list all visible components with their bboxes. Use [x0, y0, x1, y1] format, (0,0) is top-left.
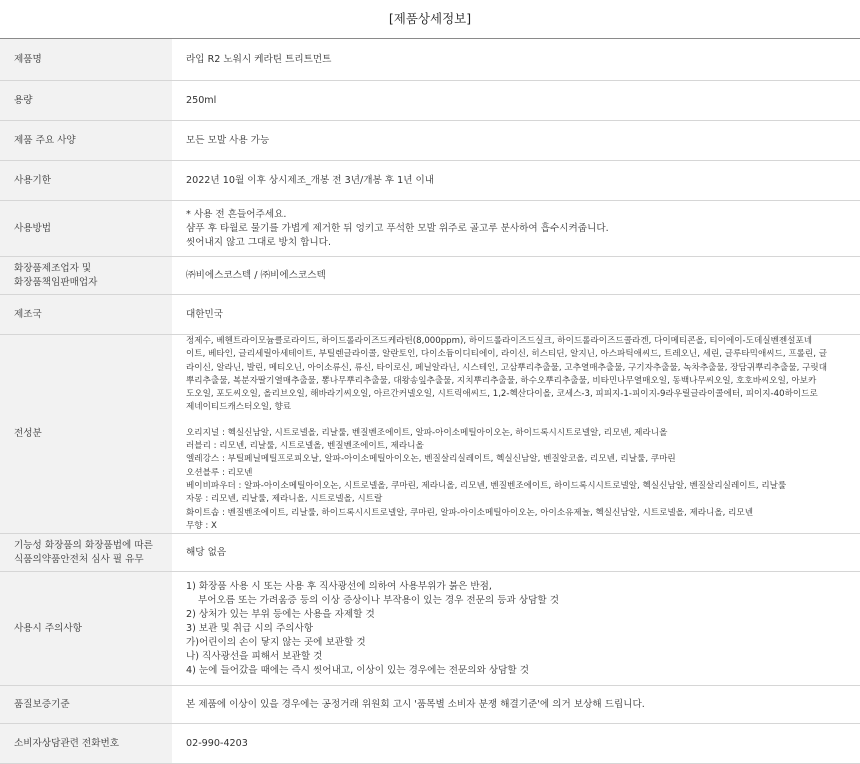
row-label	[0, 39, 172, 81]
value-line: 4) 눈에 들어갔을 때에는 즉시 씻어내고, 이상이 있는 경우에는 전문의와 상담할 것	[186, 664, 530, 676]
label-line: 전성분	[14, 428, 42, 440]
value-line: 대한민국	[186, 308, 224, 320]
value-line: * 사용 전 흔들어주세요.	[186, 208, 287, 220]
row-contact-phone	[0, 724, 860, 764]
label-line: 화장품제조업자 및	[14, 262, 92, 274]
row-value	[172, 335, 860, 534]
row-label	[0, 724, 172, 764]
row-quality-assurance	[0, 686, 860, 724]
label-line: 기능성 화장품의 화장품법에 따른	[14, 539, 153, 551]
value-line: 가)어린이의 손이 닿지 않는 곳에 보관할 것	[186, 636, 366, 648]
row-volume	[0, 81, 860, 121]
row-label	[0, 534, 172, 572]
value-line: 250ml	[186, 94, 217, 106]
product-info-table	[0, 38, 860, 764]
row-value	[172, 257, 860, 295]
row-label	[0, 295, 172, 335]
label-line: 품질보증기준	[14, 698, 70, 710]
row-label	[0, 81, 172, 121]
value-line: 3) 보관 및 취급 시의 주의사항	[186, 622, 314, 634]
value-line: 도오일, 포도씨오일, 올리브오일, 해바라기씨오일, 아르간커넬오일, 시트릭애씨드, 1,2-헥산다이올, 코세스-3, 피피지-1-피이지-9라우릴글라이콜에터, 피이지-40하이드로	[186, 389, 818, 400]
value-line: 해당 없음	[186, 546, 227, 558]
value-line: 오션블루 : 리모넨	[186, 467, 253, 478]
blank-line	[186, 415, 852, 427]
page-title: [제품상세정보]	[388, 11, 472, 26]
value-line: 나) 직사광선을 피해서 보관할 것	[186, 650, 323, 662]
value-line: 씻어내지 않고 그대로 방치 합니다.	[186, 236, 331, 248]
row-value	[172, 295, 860, 335]
value-line: 02-990-4203	[186, 737, 248, 749]
row-value	[172, 686, 860, 724]
value-line: 러블리 : 리모넨, 리날룰, 시트로넬올, 벤질벤조에이트, 제라니올	[186, 441, 424, 452]
value-line: 라입 R2 노워시 케라틴 트리트먼트	[186, 53, 332, 65]
value-line: 모든 모발 사용 가능	[186, 134, 270, 146]
label-line: 용량	[14, 94, 33, 106]
value-line: 정제수, 베헨트라이모늄클로라이드, 하이드롤라이즈드케라틴(8,000ppm), 하이드롤라이즈드실크, 하이드롤라이즈드콜라겐, 다이메티콘올, 티이에이-도데실벤젠설포네	[186, 336, 813, 346]
value-line: 1) 화장품 사용 시 또는 사용 후 직사광선에 의하여 사용부위가 붉은 반점,	[186, 580, 492, 592]
row-value	[172, 534, 860, 572]
value-line: 2) 상처가 있는 부위 등에는 사용을 자제할 것	[186, 608, 375, 620]
value-line: 2022년 10월 이후 상시제조_개봉 전 3년/개봉 후 1년 이내	[186, 174, 435, 186]
row-label	[0, 335, 172, 534]
label-line: 화장품책임판매업자	[14, 276, 98, 288]
label-line: 사용방법	[14, 222, 52, 234]
value-line: 무향 : X	[186, 520, 217, 531]
value-line: 화이트솝 : 벤질벤조에이트, 리날룰, 하이드록시시트로넬알, 쿠마린, 알파-아이소메틸아이오논, 아이소유제놀, 헥실신남알, 시트로넬올, 제라니올, 리모넨	[186, 507, 754, 518]
row-country	[0, 295, 860, 335]
label-line: 소비자상담관련 전화번호	[14, 737, 119, 749]
label-line: 제품 주요 사양	[14, 134, 76, 146]
label-line: 제조국	[14, 308, 42, 320]
value-line: 제네이티드캐스터오일, 향료	[186, 402, 292, 413]
value-line: 오리지널 : 헥실신남알, 시트로넬올, 리날룰, 벤질벤조에이트, 알파-아이소메틸아이오논, 하이드록시시트로넬알, 리모넨, 제라니올	[186, 427, 668, 438]
label-line: 사용기한	[14, 174, 52, 186]
value-line: 엘레강스 : 부틸페닐메틸프로피오날, 알파-아이소메틸아이오논, 벤질살리실레이트, 헥실신남알, 벤질알코올, 리모넨, 리날룰, 쿠마린	[186, 454, 676, 465]
value-line: 베이비파우더 : 알파-아이소메틸아이오논, 시트로넬올, 쿠마린, 제라니올, 리모넨, 벤질벤조에이트, 하이드록시시트로넬알, 헥실신남알, 벤질살리실레이트, 리날룰	[186, 480, 787, 491]
label-line: 제품명	[14, 53, 42, 65]
row-value	[172, 572, 860, 686]
value-line: 샴푸 후 타월로 물기를 가볍게 제거한 뒤 엉키고 푸석한 모발 위주로 골고루 분사하여 흡수시켜줍니다.	[186, 222, 609, 234]
row-label	[0, 686, 172, 724]
value-line: 부어오름 또는 가려움증 등의 이상 증상이나 부작용이 있는 경우 전문의 등과 상담할 것	[198, 594, 559, 606]
value-line: 이트, 베타인, 글리세릴아세테이트, 부틸렌글라이콜, 알란토인, 다이소듐이디티에이, 라이신, 히스티딘, 알지닌, 아스파틱애씨드, 트레오닌, 세린, 글루타믹애씨드, 프롤린, 글	[186, 349, 827, 360]
value-line: 뿌리추출물, 복분자딸기열매추출물, 뽕나무뿌리추출물, 대왕송잎추출물, 지치뿌리추출물, 하수오뿌리추출물, 비타민나무열매오일, 동백나무씨오일, 호호바씨오일, 아보카	[186, 375, 817, 386]
row-ingredients	[0, 335, 860, 534]
row-expiry	[0, 161, 860, 201]
row-label	[0, 201, 172, 257]
row-main-spec	[0, 121, 860, 161]
row-value	[172, 201, 860, 257]
value-line: 본 제품에 이상이 있을 경우에는 공정거래 위원회 고시 '품목별 소비자 분쟁 해결기준'에 의거 보상해 드립니다.	[186, 698, 645, 710]
value-line: ㈜비에스코스텍 / ㈜비에스코스텍	[186, 269, 326, 281]
row-functional-review	[0, 534, 860, 572]
row-usage	[0, 201, 860, 257]
row-value	[172, 81, 860, 121]
value-line: 라이신, 알라닌, 발린, 메티오닌, 아이소류신, 류신, 타이로신, 페닐알라닌, 시스테인, 고삼뿌리추출물, 고추열매추출물, 구기자추출물, 녹차추출물, 장담귀뿌리추출물, 구릿대	[186, 362, 827, 373]
row-label	[0, 572, 172, 686]
label-line: 식품의약품안전처 심사 필 유무	[14, 553, 144, 565]
row-value	[172, 724, 860, 764]
row-product-name	[0, 39, 860, 81]
value-line: 자몽 : 리모넨, 리날룰, 제라니올, 시트로넬올, 시트랄	[186, 494, 383, 505]
label-line: 사용시 주의사항	[14, 622, 82, 634]
row-manufacturer	[0, 257, 860, 295]
row-label	[0, 257, 172, 295]
row-value	[172, 161, 860, 201]
row-value	[172, 39, 860, 81]
row-cautions	[0, 572, 860, 686]
row-label	[0, 161, 172, 201]
row-label	[0, 121, 172, 161]
row-value	[172, 121, 860, 161]
